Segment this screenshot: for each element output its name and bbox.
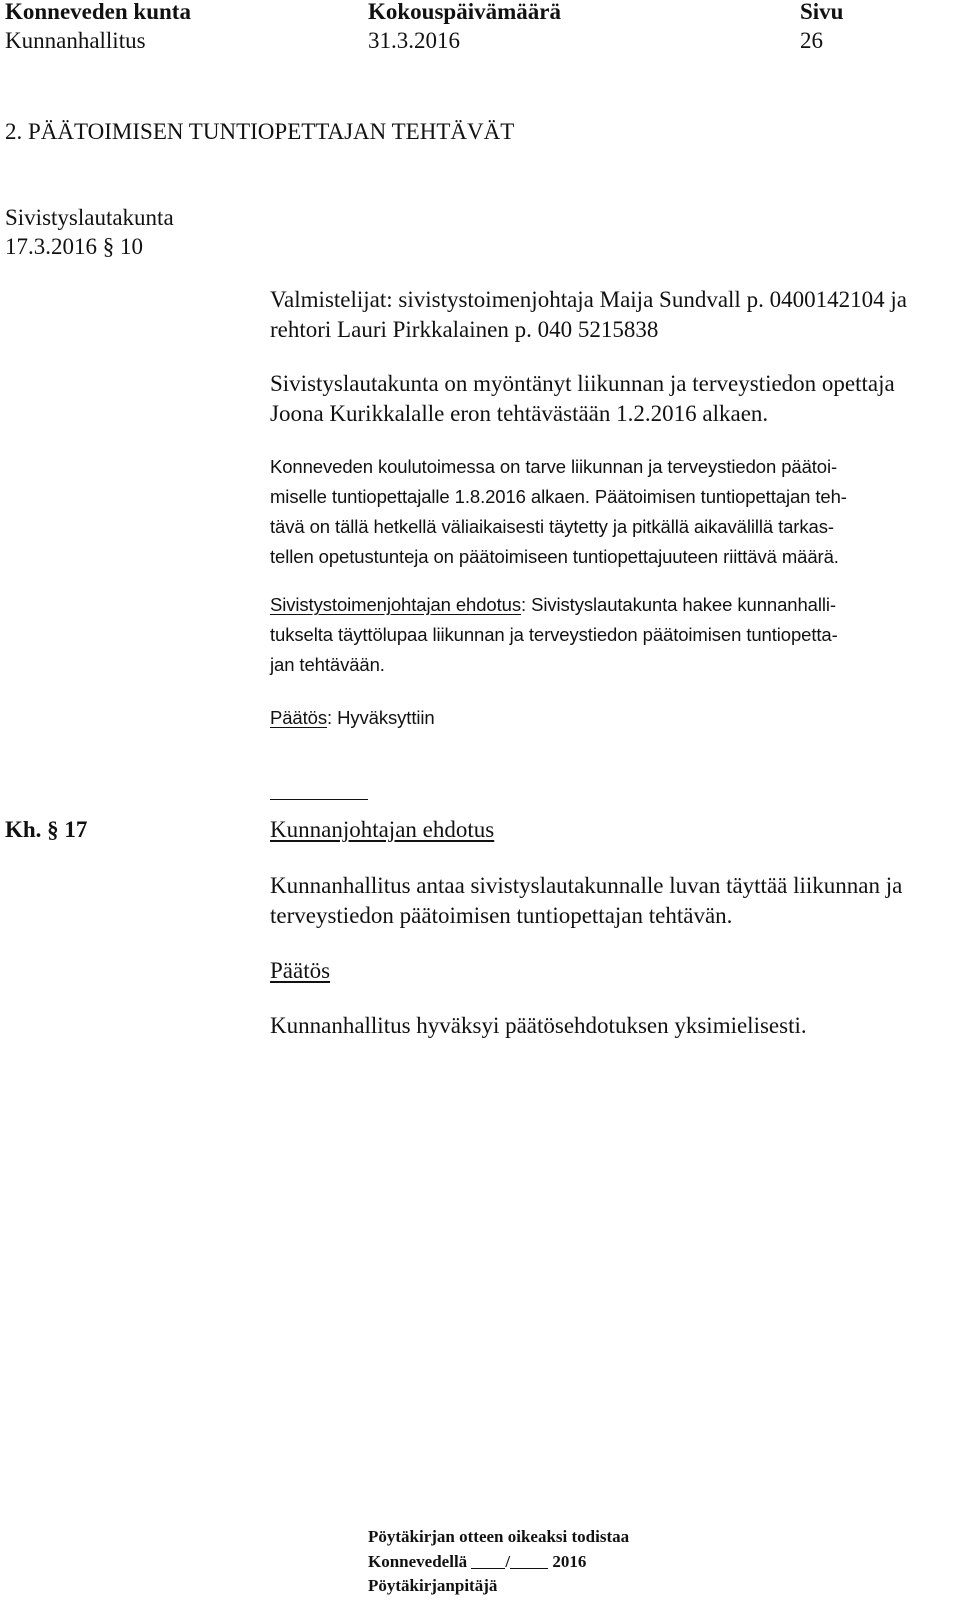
month-blank — [510, 1550, 548, 1569]
proposal-label: Sivistystoimenjohtajan ehdotus — [270, 594, 522, 615]
need-paragraph — [270, 452, 950, 572]
decision-heading: Päätös — [270, 958, 331, 983]
paragraph-line: miselle tuntiopettajalle 1.8.2016 alkaen. Päätoimisen tuntiopettajan teh- — [270, 486, 847, 507]
proposal-line: jan tehtävään. — [270, 654, 385, 675]
board-decision-value: : Hyväksyttiin — [327, 707, 435, 728]
paragraph-line: Sivistyslautakunta on myöntänyt liikunnan ja terveystiedon opettaja — [270, 371, 895, 396]
paragraph-line: Kunnanhallitus antaa sivistyslautakunnalle luvan täyttää liikunnan ja — [270, 873, 903, 898]
board-meeting-ref: 17.3.2016 § 10 — [5, 234, 143, 259]
page-number: 26 — [800, 28, 823, 53]
proposal-first-line — [270, 590, 950, 620]
governing-body: Kunnanhallitus — [5, 28, 146, 53]
section-divider — [270, 799, 368, 800]
minute-taker-label: Pöytäkirjanpitäjä — [368, 1576, 498, 1595]
board-decision-label: Päätös — [270, 707, 327, 728]
paragraph-line: terveystiedon päätoimisen tuntiopettajan tehtävän. — [270, 903, 733, 928]
section-title: 2. PÄÄTOIMISEN TUNTIOPETTAJAN TEHTÄVÄT — [5, 119, 515, 144]
preparers-line: Valmistelijat: sivistystoimenjohtaja Maija Sundvall p. 0400142104 ja — [270, 287, 907, 312]
certification-place-date — [368, 1550, 586, 1574]
paragraph-line: tävä on tällä hetkellä väliaikaisesti täytetty ja pitkällä aikavälillä tarkas- — [270, 516, 834, 537]
director-proposal — [270, 590, 950, 680]
meeting-date: 31.3.2016 — [368, 28, 460, 53]
kh-reference: Kh. § 17 — [5, 817, 88, 842]
footer-year: 2016 — [552, 1552, 587, 1571]
preparers-line: rehtori Lauri Pirkkalainen p. 040 5215838 — [270, 317, 659, 342]
manager-proposal-heading: Kunnanjohtajan ehdotus — [270, 817, 495, 842]
decision-text: Kunnanhallitus hyväksyi päätösehdotuksen yksimielisesti. — [270, 1013, 807, 1038]
page-label: Sivu — [800, 0, 844, 24]
day-blank — [471, 1550, 505, 1569]
proposal-text: : Sivistyslautakunta hakee kunnanhalli- — [521, 594, 836, 615]
preparers-paragraph — [270, 285, 950, 345]
resignation-paragraph — [270, 369, 950, 429]
proposal-line: tukselta täyttölupaa liikunnan ja terveystiedon päätoimisen tuntiopetta- — [270, 624, 838, 645]
municipality-name: Konneveden kunta — [5, 0, 191, 24]
date-separator: / — [505, 1552, 511, 1571]
footer-place: Konnevedellä — [368, 1552, 468, 1571]
paragraph-line: tellen opetustunteja on päätoimiseen tuntiopettajuuteen riittävä määrä. — [270, 546, 839, 567]
board-name: Sivistyslautakunta — [5, 205, 174, 230]
manager-proposal-paragraph — [270, 871, 950, 931]
paragraph-line: Konneveden koulutoimessa on tarve liikunnan ja terveystiedon päätoi- — [270, 456, 838, 477]
date-label: Kokouspäivämäärä — [368, 0, 561, 24]
board-decision — [270, 703, 950, 733]
certification-line: Pöytäkirjan otteen oikeaksi todistaa — [368, 1527, 630, 1546]
paragraph-line: Joona Kurikkalalle eron tehtävästään 1.2.2016 alkaen. — [270, 401, 769, 426]
